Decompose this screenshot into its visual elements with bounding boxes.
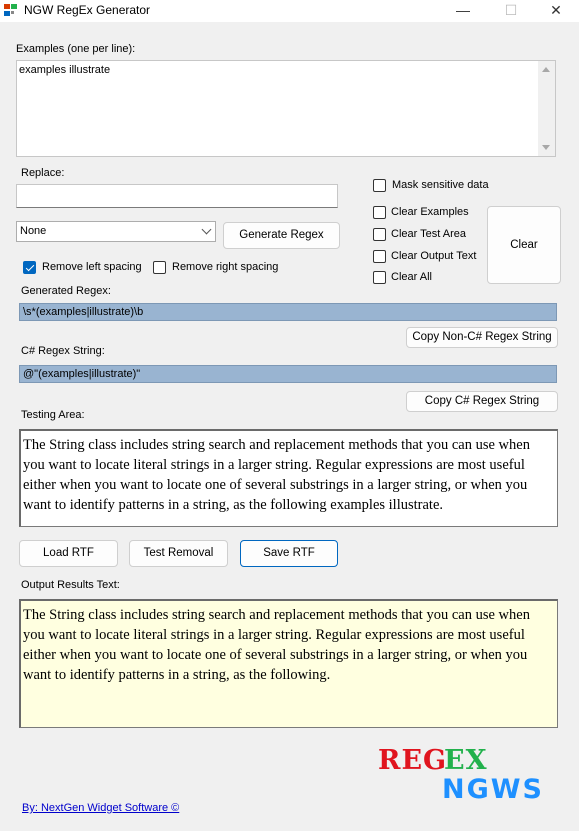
- clear-test-area-label: Clear Test Area: [391, 228, 467, 240]
- examples-label: Examples (one per line):: [16, 43, 136, 55]
- generated-regex-label: Generated Regex:: [21, 285, 111, 297]
- logo-text-reg: REG: [378, 745, 448, 776]
- mask-sensitive-label: Mask sensitive data: [392, 179, 489, 191]
- remove-left-spacing-label: Remove left spacing: [42, 261, 142, 273]
- testing-area-label: Testing Area:: [21, 409, 85, 421]
- remove-right-spacing-checkbox[interactable]: [153, 261, 166, 274]
- generated-regex-field[interactable]: \s*(examples|illustrate)\b: [19, 303, 557, 321]
- maximize-button[interactable]: ☐: [504, 2, 518, 18]
- save-rtf-button[interactable]: Save RTF: [240, 540, 338, 567]
- window-title: NGW RegEx Generator: [24, 3, 151, 17]
- csharp-regex-label: C# Regex String:: [21, 345, 105, 357]
- scroll-down-icon[interactable]: [542, 145, 550, 150]
- clear-output-text-checkbox[interactable]: [373, 250, 386, 263]
- output-label: Output Results Text:: [21, 579, 120, 591]
- replace-input[interactable]: [16, 184, 338, 208]
- chevron-down-icon: [202, 225, 212, 235]
- close-button[interactable]: ✕: [550, 2, 562, 18]
- test-removal-button[interactable]: Test Removal: [129, 540, 228, 567]
- clear-output-text-label: Clear Output Text: [391, 250, 477, 262]
- generate-regex-button[interactable]: Generate Regex: [223, 222, 340, 249]
- copy-non-csharp-button[interactable]: Copy Non-C# Regex String: [406, 327, 558, 348]
- clear-button[interactable]: Clear: [487, 206, 561, 284]
- clear-all-checkbox[interactable]: [373, 271, 386, 284]
- mode-select[interactable]: [16, 221, 216, 242]
- copy-csharp-button[interactable]: Copy C# Regex String: [406, 391, 558, 412]
- app-icon: [4, 4, 18, 18]
- regex-ngws-logo: [378, 745, 544, 807]
- nextgen-link[interactable]: By: NextGen Widget Software ©: [22, 802, 180, 814]
- mask-sensitive-checkbox[interactable]: [373, 179, 386, 192]
- replace-label: Replace:: [21, 167, 65, 179]
- clear-examples-label: Clear Examples: [391, 206, 469, 218]
- examples-scrollbar[interactable]: [538, 61, 555, 156]
- examples-text: examples illustrate: [19, 64, 111, 76]
- clear-all-label: Clear All: [391, 271, 432, 283]
- examples-textbox[interactable]: [16, 60, 556, 157]
- clear-examples-checkbox[interactable]: [373, 206, 386, 219]
- testing-area-textbox[interactable]: The String class includes string search and replacement methods that you can use when you want to locate literal strings in a larger string. Regular expressions are most useful either when you want to locate one of several substrings in a larger string, or when you want to identify patterns in a string, as the following examples illustrate.: [19, 429, 558, 527]
- remove-left-spacing-checkbox[interactable]: [23, 261, 36, 274]
- output-textbox[interactable]: The String class includes string search and replacement methods that you can use when you want to locate literal strings in a larger string. Regular expressions are most useful either when you want to locate one of several substrings in a larger string, or when you want to identify patterns in a string, as the following.: [19, 599, 558, 728]
- remove-right-spacing-label: Remove right spacing: [172, 261, 279, 273]
- logo-text-ngws: NGWS: [442, 774, 544, 805]
- csharp-regex-field[interactable]: @"(examples|illustrate)": [19, 365, 557, 383]
- minimize-button[interactable]: —: [456, 2, 470, 18]
- clear-test-area-checkbox[interactable]: [373, 228, 386, 241]
- mode-select-value: None: [20, 225, 47, 237]
- scroll-up-icon[interactable]: [542, 67, 550, 72]
- load-rtf-button[interactable]: Load RTF: [19, 540, 118, 567]
- logo-text-ex: EX: [444, 745, 488, 776]
- title-bar: [0, 0, 579, 22]
